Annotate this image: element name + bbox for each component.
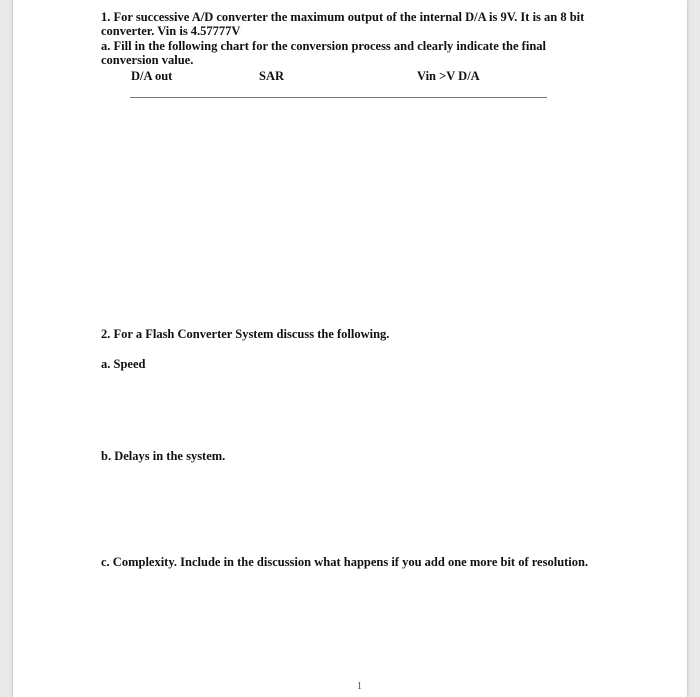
table-header-sar: SAR	[259, 69, 285, 83]
question-2-heading: 2. For a Flash Converter System discuss the following.	[101, 327, 390, 341]
question-1-line-1: 1. For successive A/D converter the maximum output of the internal D/A is 9V. It is an 8 bit	[101, 10, 585, 24]
question-2b: b. Delays in the system.	[101, 449, 226, 463]
question-1-line-2: converter. Vin is 4.57777V	[101, 24, 241, 38]
question-2a: a. Speed	[101, 357, 146, 371]
page-number: 1	[357, 681, 362, 692]
table-underline	[130, 97, 547, 98]
table-header-da-out: D/A out	[131, 69, 173, 83]
question-2c: c. Complexity. Include in the discussion what happens if you add one more bit of resolution.	[101, 555, 589, 569]
table-header-vin-compare: Vin >V D/A	[417, 69, 480, 83]
document-page	[13, 0, 687, 697]
question-1a-line-1: a. Fill in the following chart for the conversion process and clearly indicate the final	[101, 39, 546, 53]
question-1a-line-2: conversion value.	[101, 53, 194, 67]
